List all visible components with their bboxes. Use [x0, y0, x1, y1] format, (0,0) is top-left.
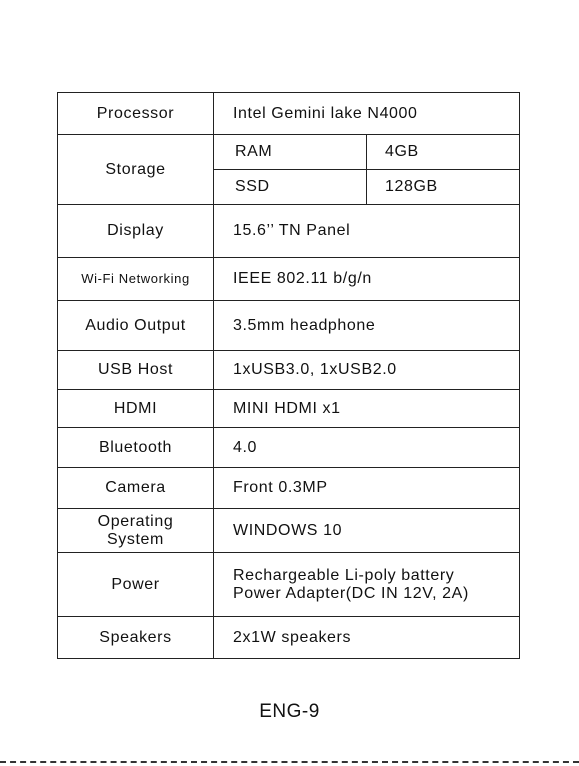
- spec-row-wifi: [58, 258, 520, 301]
- power-value-line1: Rechargeable Li-poly battery: [233, 566, 455, 584]
- ssd-label: SSD: [214, 170, 367, 205]
- spec-row-power: [58, 553, 520, 617]
- bluetooth-label: Bluetooth: [58, 428, 214, 468]
- spec-row-speakers: [58, 617, 520, 659]
- wifi-label: Wi-Fi Networking: [58, 258, 214, 301]
- spec-row-hdmi: [58, 390, 520, 428]
- power-label: Power: [58, 553, 214, 617]
- audio-value: 3.5mm headphone: [214, 301, 520, 351]
- display-label: Display: [58, 205, 214, 258]
- speakers-label: Speakers: [58, 617, 214, 659]
- spec-row-display: [58, 205, 520, 258]
- bluetooth-value: 4.0: [214, 428, 520, 468]
- page-bottom-divider: [0, 761, 579, 763]
- power-value-line2: Power Adapter(DC IN 12V, 2A): [233, 584, 469, 602]
- hdmi-label: HDMI: [58, 390, 214, 428]
- speakers-value: 2x1W speakers: [214, 617, 520, 659]
- spec-row-audio: [58, 301, 520, 351]
- spec-table: [57, 92, 520, 659]
- storage-label: Storage: [58, 135, 214, 205]
- ssd-value: 128GB: [367, 170, 520, 205]
- os-value: WINDOWS 10: [214, 509, 520, 553]
- processor-value: Intel Gemini lake N4000: [214, 93, 520, 135]
- os-label-line1: Operating: [97, 512, 174, 530]
- camera-label: Camera: [58, 468, 214, 509]
- display-value: 15.6’’ TN Panel: [214, 205, 520, 258]
- spec-row-storage-ram: [58, 135, 520, 170]
- power-value: [214, 553, 520, 617]
- usb-label: USB Host: [58, 351, 214, 390]
- processor-label: Processor: [58, 93, 214, 135]
- spec-row-camera: [58, 468, 520, 509]
- os-label-line2: System: [107, 530, 164, 548]
- page-number: ENG-9: [259, 701, 320, 722]
- os-label: [58, 509, 214, 553]
- usb-value: 1xUSB3.0, 1xUSB2.0: [214, 351, 520, 390]
- spec-row-os: [58, 509, 520, 553]
- spec-row-usb: [58, 351, 520, 390]
- wifi-value: IEEE 802.11 b/g/n: [214, 258, 520, 301]
- spec-row-processor: [58, 93, 520, 135]
- ram-label: RAM: [214, 135, 367, 170]
- audio-label: Audio Output: [58, 301, 214, 351]
- spec-row-bluetooth: [58, 428, 520, 468]
- camera-value: Front 0.3MP: [214, 468, 520, 509]
- ram-value: 4GB: [367, 135, 520, 170]
- hdmi-value: MINI HDMI x1: [214, 390, 520, 428]
